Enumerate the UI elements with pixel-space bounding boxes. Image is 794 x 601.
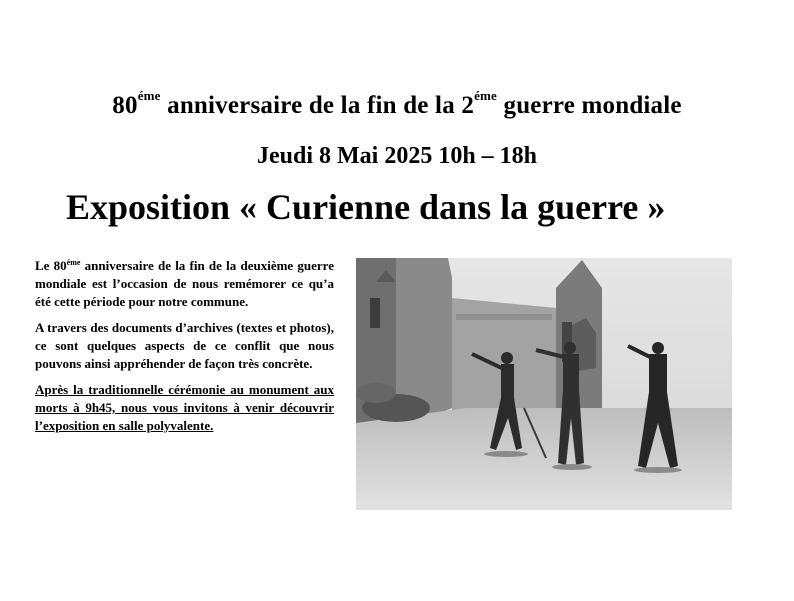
intro-prefix: Le 80	[35, 258, 67, 273]
intro-superscript: éme	[66, 258, 81, 267]
event-date: Jeudi 8 Mai 2025 10h – 18h	[256, 143, 538, 169]
heading-superscript-2: éme	[474, 88, 498, 103]
heading-middle-text: anniversaire de la fin de la 2	[160, 92, 475, 119]
paragraph-intro	[35, 257, 334, 311]
heading-superscript-1: éme	[137, 88, 161, 103]
body-text	[35, 257, 334, 443]
heading-number: 80	[112, 92, 138, 119]
exhibition-title: Exposition « Curienne dans la guerre »	[66, 187, 666, 227]
intro-rest: anniversaire de la fin de la deuxième guerre mondiale est l’occasion de nous remémorer ce qu’a été cette période pour notre commune.	[35, 258, 334, 309]
paragraph-invitation: Après la traditionnelle cérémonie au monument aux morts à 9h45, nous vous invitons à venir découvrir l’exposition en salle polyvalente.	[35, 382, 334, 433]
paragraph-archives: A travers des documents d’archives (textes et photos), ce sont quelques aspects de ce conflit que nous pouvons ainsi appréhender de façon très concrète.	[35, 320, 334, 371]
heading-suffix-text: guerre mondiale	[497, 92, 682, 119]
anniversary-heading	[0, 88, 794, 120]
historical-photo	[356, 258, 732, 510]
